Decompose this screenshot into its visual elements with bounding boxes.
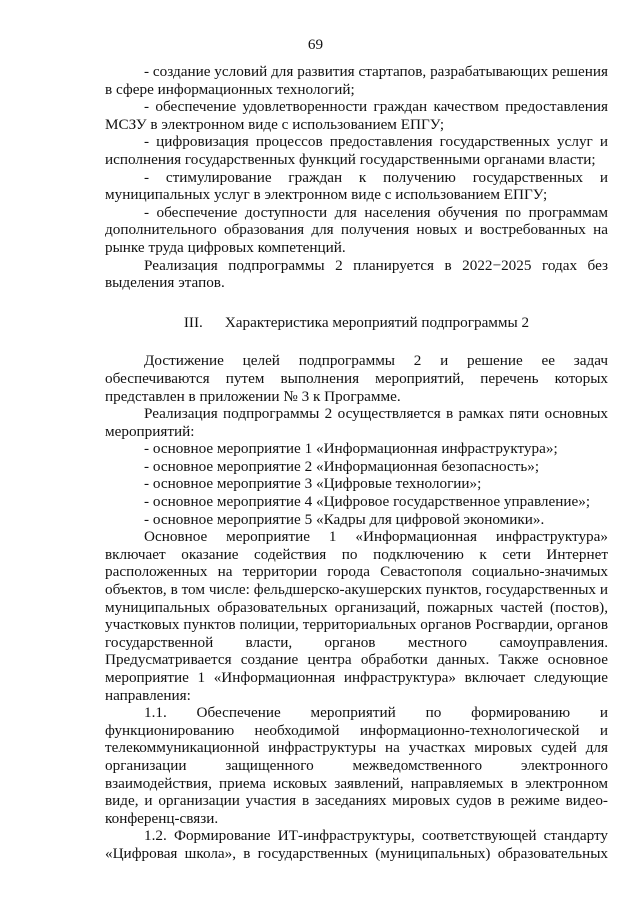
paragraph: Основное мероприятие 1 «Информационная инфраструктура» включает оказание содействия по подключению к сети Интернет расположенных на территории города Севастополя социально-значимых объектов, в том числе: фельдшерско-акушерских пунктов, государственных и муниципальных образовательных организаций, пожарных частей (постов), участковых пунктов полиции, территориальных органов Росгвардии, органов государственной власти, органов местного самоуправления. Предусматривается создание центра обработки данных. Также основное мероприятие 1 «Информационная инфраструктура» включает следующие направления: (105, 528, 608, 704)
paragraph: 1.1. Обеспечение мероприятий по формированию и функционированию необходимой информационно-технологической и телекоммуникационной инфраструктуры на участках мировых судей для организации защищенного межведомственного электронного взаимодействия, приема исковых заявлений, направляемых в электронном виде, и организации участия в заседаниях мировых судов в режиме видео-конференц-связи. (105, 704, 608, 827)
list-item: - основное мероприятие 5 «Кадры для цифровой экономики». (144, 510, 545, 528)
document-body (105, 63, 608, 863)
list-item: - основное мероприятие 3 «Цифровые технологии»; (144, 475, 482, 493)
section-title: Характеристика мероприятий подпрограммы 2 (224, 313, 530, 331)
list-item: - основное мероприятие 1 «Информационная инфраструктура»; (144, 440, 558, 458)
paragraph: 1.2. Формирование ИТ-инфраструктуры, соответствующей стандарту «Цифровая школа», в государственных (муниципальных) образовательных (105, 827, 608, 862)
section-number: III. (183, 313, 203, 331)
list-item: - основное мероприятие 2 «Информационная безопасность»; (144, 457, 540, 475)
list-item: - создание условий для развития стартапов, разрабатывающих решения в сфере информационных технологий; (105, 63, 608, 98)
list-item: - цифровизация процессов предоставления государственных услуг и исполнения государственных функций государственными органами власти; (105, 133, 608, 168)
page-number: 69 (307, 36, 324, 53)
list-item: - основное мероприятие 4 «Цифровое государственное управление»; (144, 493, 591, 511)
paragraph: Реализация подпрограммы 2 осуществляется в рамках пяти основных мероприятий: (105, 405, 608, 440)
list-item: - обеспечение доступности для населения обучения по программам дополнительного образования для получения новых и востребованных на рынке труда цифровых компетенций. (105, 203, 608, 256)
list-item: - обеспечение удовлетворенности граждан качеством предоставления МСЗУ в электронном виде с использованием ЕПГУ; (105, 98, 608, 133)
paragraph: Достижение целей подпрограммы 2 и решение ее задач обеспечиваются путем выполнения мероприятий, перечень которых представлен в приложении № 3 к Программе. (105, 352, 608, 405)
section-heading (105, 314, 608, 332)
list-item: - стимулирование граждан к получению государственных и муниципальных услуг в электронном виде с использованием ЕПГУ; (105, 168, 608, 204)
paragraph: Реализация подпрограммы 2 планируется в 2022−2025 годах без выделения этапов. (105, 256, 608, 292)
